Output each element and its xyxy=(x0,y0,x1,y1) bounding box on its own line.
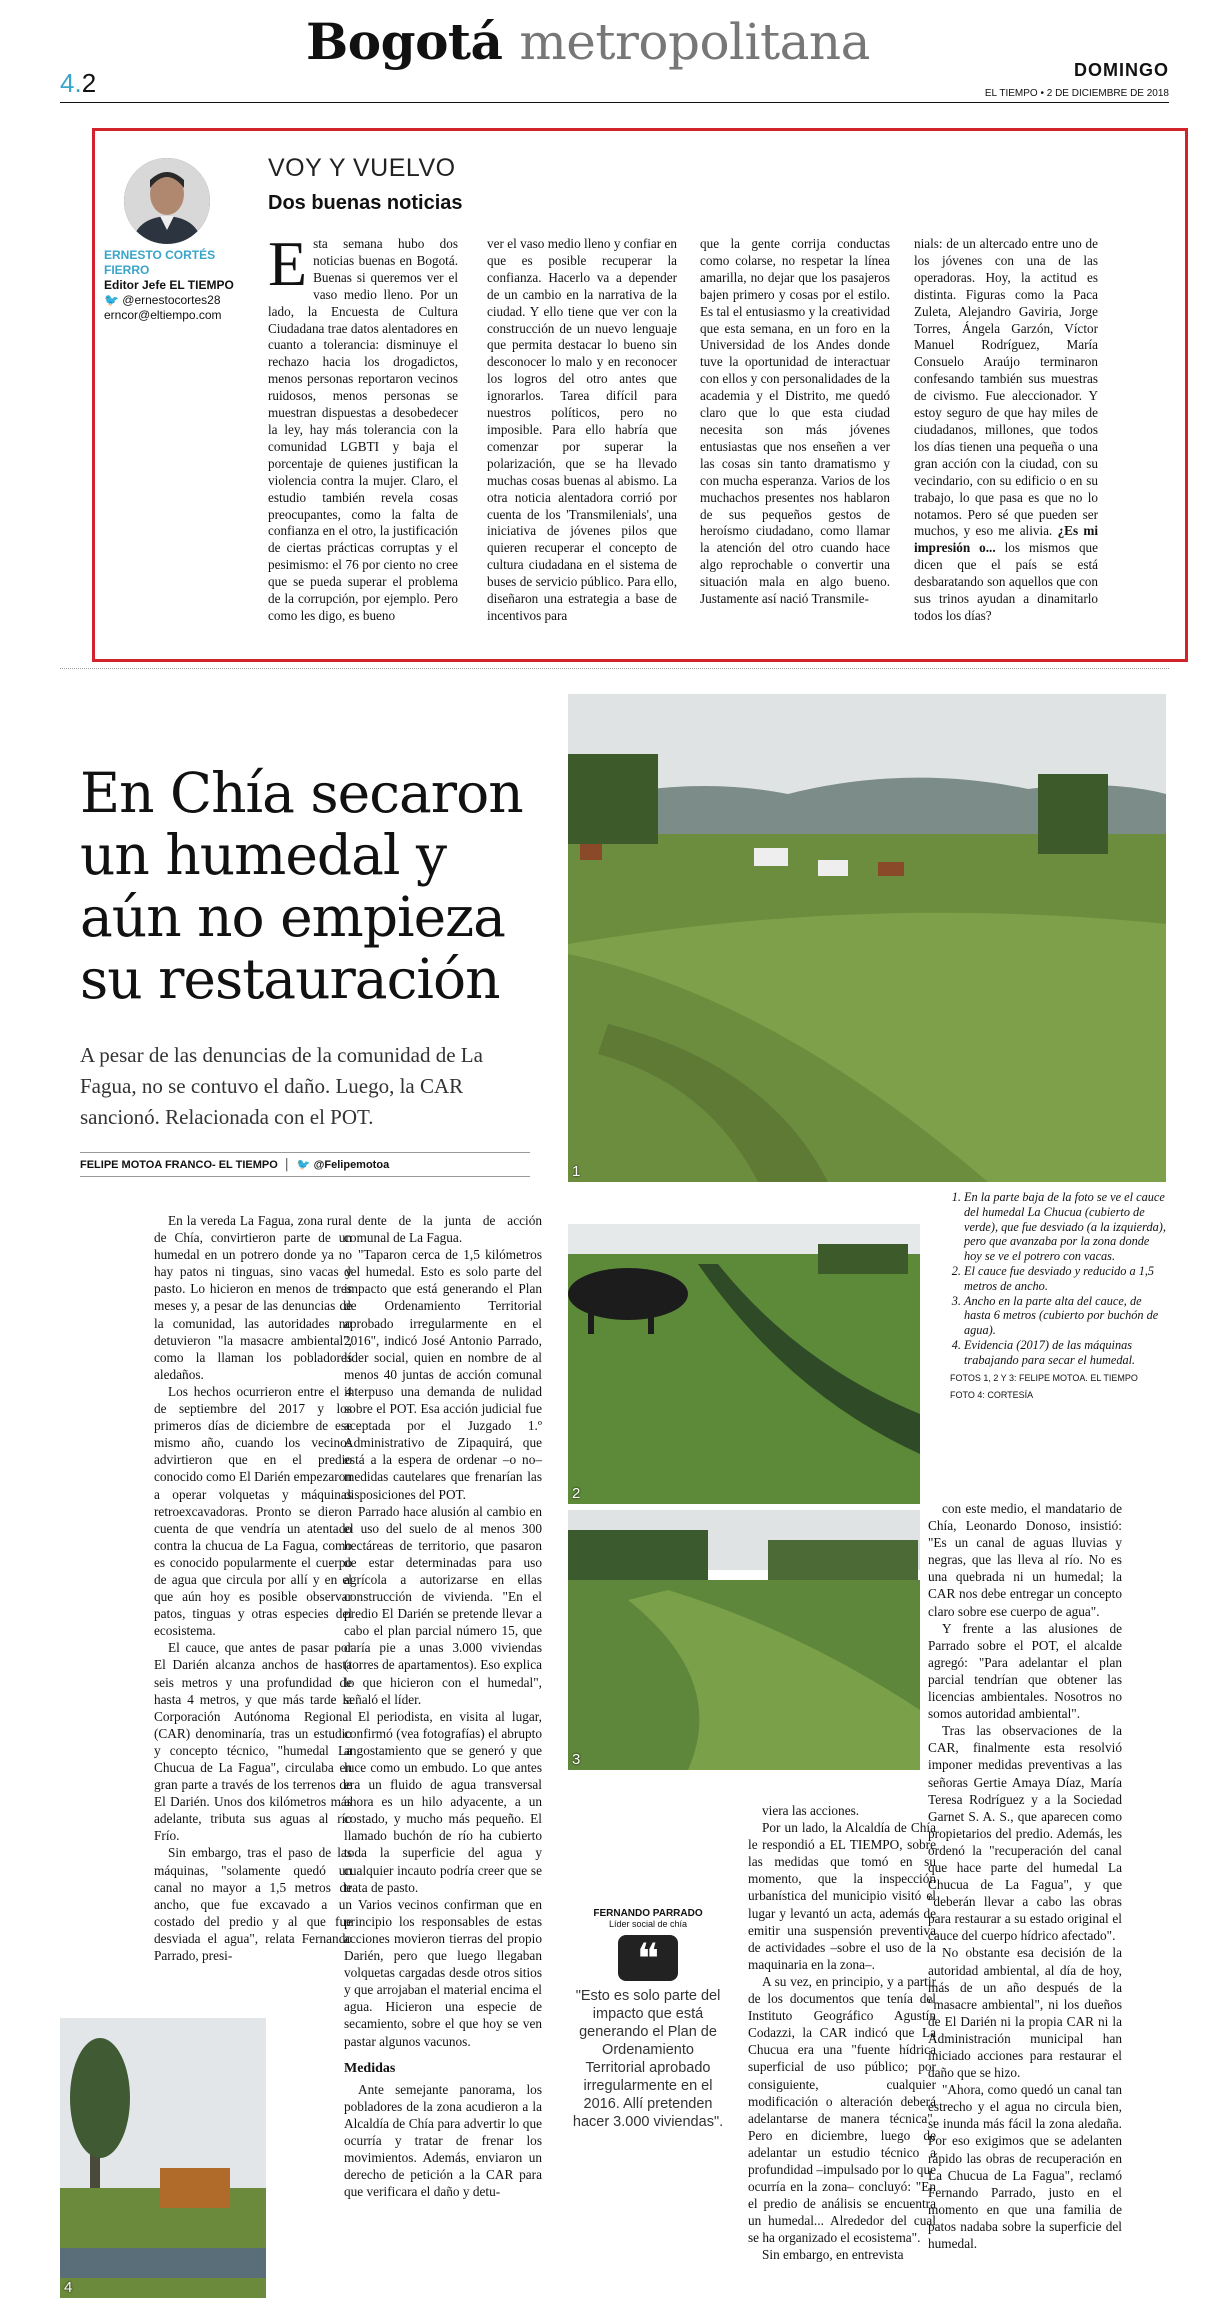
masthead-rule xyxy=(60,102,1169,103)
pull-quote xyxy=(572,1908,724,2131)
column-text-1: Esta semana hubo dos noticias buenas en Bogotá. Buenas si queremos ver el vaso medio lleno. Por un lado, la Encuesta de Cultura Ciudadana trae datos alentadores en cuanto a tolerancia: disminuye el rechazo hacia los drogadictos, menos personas reportaron vecinos ruidosos, menos personas se muestran dispuestas a desobedecer la ley, hay más tolerancia con la comunidad LGBTI y baja el porcentaje de quienes justifican la violencia contra la mujer. Claro, el estudio también revela cosas preocupantes, como la falta de confianza en el otro, la justificación de ciertas prácticas corruptas y el pesimismo: el 76 por ciento no cree que se pueda superar el problema de la corrupción, por ejemplo. Pero como les digo, es bueno xyxy=(268,228,458,623)
quote-text: "Esto es solo parte del impacto que está generando el Plan de Ordenamiento Territorial aprobado irregularmente en el 2016. Allí pretenden hacer 3.000 viviendas". xyxy=(572,1988,724,2130)
column-text-3: que la gente corrija conductas como colarse, no respetar la línea amarilla, no dejar que los pasajeros bajen primero y cosas por el estilo. Es tal el entusiasmo y la creatividad que esta semana, en un foro en la Universidad de los Andes donde tuve la oportunidad de interactuar con ellos y con personalidades de la academia y el Distrito, me quedó claro que lo que esta ciudad necesita son más jóvenes entusiastas que nos enseñen a ver las cosas sin tanto dramatismo y con mucha esperanza. Varios de los muchachos presentes nos hablaron de sus pequeños gestos de heroísmo ciudadano, como llamar la atención del otro cuando hace algo reprochable o convertir una situación mala en algo bueno. Justamente así nació Transmile- xyxy=(700,236,890,607)
photo-credit-2: FOTO 4: CORTESÍA xyxy=(950,1390,1034,1401)
column-text-4: nials: de un altercado entre uno de los jóvenes con una de las operadoras. Hoy, la actitud es distinta. Figuras como la Paca Zuleta, Alejandro Gaviria, Jorge Torres, Ángela Garzón, Víctor Manuel Rodríguez, María Consuelo Araújo terminaron confesando también sus muestras de civismo. Fue aleccionador. Y estoy seguro de que hay miles de ciudadanos, millones, que todos los días tienen una pequeña o una gran acción con la ciudad, con su vecindario, con su edificio o en su trabajo, lo que pasa es que no lo notamos. Pero sé que pueden ser muchos, y eso me alivia. ¿Es mi impresión o... los mismos que dicen que el país se está desbaratando son aquellos que con sus trinos ayudan a dinamitarlo todos los días? xyxy=(914,236,1099,623)
photo-credit: FOTOS 1, 2 Y 3: FELIPE MOTOA. EL TIEMPO xyxy=(950,1372,1138,1383)
column-title: Dos buenas noticias xyxy=(268,192,463,214)
photo-number: 3 xyxy=(572,1751,581,1768)
photo-number: 4 xyxy=(64,2279,73,2296)
article-column-3: viera las acciones. Por un lado, la Alcaldía de Chía le respondió a EL TIEMPO, sobre las medidas que tomó en su momento, que la inspección urbanística del municipio visitó el lugar y levantó un acta, además de emitir una suspensión preventiva de actividades –sobre el uso de la maquinaria en la zona–. A su vez, en principio, y a partir de los documentos que tenía del Instituto Geográfico Agustín Codazzi, la CAR indicó que La Chucua era una "fuente hídrica superficial de uso público; por consiguiente, cualquier modificación o alteración deberá adelantarse de manera técnica". Pero en diciembre, luego de adelantar un estudio técnico a profundidad –impulsado por lo que ocurría en la zona– concluyó: "En el predio de análisis se encuentra un humedal... Alrededor del cual se ha organizado el ecosistema". Sin embargo, en entrevista xyxy=(748,1803,936,2263)
photo-1-wetland-cows xyxy=(568,694,1166,1182)
article-column-2: dente de la junta de acción comunal de La Fagua. "Taparon cerca de 1,5 kilómetros del humedal. Esto es solo parte del impacto que está generando el Plan de Ordenamiento Territorial aprobado irregularmente en el 2016", indicó José Antonio Parrado, líder social, quien en nombre de al menos 40 juntas de acción comunal interpuso una demanda de nulidad sobre el POT. Esa acción judicial fue aceptada por el Juzgado 1.º Administrativo de Zipaquirá, que está a la espera de ordenar –o no– medidas cautelares que frenarían las disposiciones del POT. Parrado hace alusión al cambio en el uso del suelo de al menos 300 hectáreas de territorio, que pasaron de estar determinadas para uso agrícola a autorizarse en ellas construcción de vivienda. "En el predio El Darién se pretende llevar a cabo el plan parcial número 15, que daría pie a unas 3.000 viviendas (torres de apartamentos). Eso explica lo que hicieron con el humedal", señaló el líder. El periodista, en visita al lugar, confirmó (vea fotografías) el abrupto angostamiento que se generó y que luce como un embudo. Lo que antes era un fluido de agua transversal ahora es un hilo adyacente, a un costado, y mucho más pequeño. El llamado buchón de río ha cubierto toda la superficie del agua y cualquier incauto podría creer que se trata de pasto. Varios vecinos confirman que en principio los responsables de estas acciones movieron tierras del propio Darién, pero que luego llegaban volquetas cargadas desde otros sitios y que arrojaban el material encima el agua. Hicieron una especie de secamiento, sobre el que hoy se ven pastar algunos vacunos. Medidas Ante semejante panorama, los pobladores de la zona acudieron a la Alcaldía de Chía para advertir lo que ocurría y tratar de frenar los movimientos. Además, enviaron un derecho de petición a la CAR para que verificara el daño y detu- xyxy=(344,1213,542,2200)
article-deck: A pesar de las denuncias de la comunidad de La Fagua, no se contuvo el daño. Luego, la CAR sancionó. Relacionada con el POT. xyxy=(80,1043,483,1129)
photo-2-narrow-channel xyxy=(568,1224,920,1504)
section-number: 4.2 xyxy=(60,68,97,98)
photo-3-wide-channel xyxy=(568,1510,920,1770)
author-role: Editor Jefe EL TIEMPO xyxy=(104,278,234,292)
quote-icon: ❝ xyxy=(618,1935,678,1981)
photo-number: 2 xyxy=(572,1485,581,1502)
quote-role: Líder social de chía xyxy=(608,1919,688,1929)
subhead-medidas: Medidas xyxy=(344,2060,396,2076)
author-email[interactable]: erncor@eltiempo.com xyxy=(104,308,222,322)
column-kicker: VOY Y VUELVO xyxy=(268,154,456,182)
author-twitter[interactable]: 🐦 @ernestocortes28 xyxy=(104,293,221,307)
article-headline: En Chía secaron un humedal y aún no empieza su restauración xyxy=(80,761,523,1011)
section-title: Bogotá metropolitana xyxy=(306,12,870,71)
caption-3: 3. Ancho en la parte alta del cauce, de hasta 6 metros (cubierto por buchón de agua). xyxy=(964,1294,1170,1338)
author-info xyxy=(104,248,239,323)
article-column-1: En la vereda La Fagua, zona rural de Chía, convirtieron parte de un humedal en un potrero donde ya no hay patos ni tinguas, sino vacas y pasto. Lo hicieron en menos de tres meses y, a pesar de las denuncias de la comunidad, las autoridades no detuvieron "la masacre ambiental", como la llaman los pobladores aledaños. Los hechos ocurrieron entre el 4 de septiembre del 2017 y los primeros días de diciembre de ese mismo año, cuando los vecinos advirtieron que en el predio conocido como El Darién empezaron a operar volquetas y máquinas retroexcavadoras. Pronto se dieron cuenta de que vendría un atentado contra la chucua de La Fagua, como es conocido popularmente el cuerpo de agua que circula por allí y en el que aún hoy es posible observar patos, tinguas y otras especies del ecosistema. El cauce, que antes de pasar por El Darién alcanza anchos de hasta seis metros y una profundidad de hasta 4 metros, y que más tarde la Corporación Autónoma Regional (CAR) denominaría, tras un estudio y concepto técnico, "humedal La Chucua de La Fagua", circulaba en gran parte a través de los terrenos de El Darién. Unos dos kilómetros más adelante, tributa sus aguas al río Frío. Sin embargo, tras el paso de las máquinas, "solamente quedó un canal no mayor a 1,5 metros de ancho, que fue excavado a un costado del predio y al que fue desviada el agua", relata Fernando Parrado, presi- xyxy=(154,1213,352,1964)
dropcap: E xyxy=(268,228,308,299)
section-divider xyxy=(60,668,1169,669)
dateline: EL TIEMPO • 2 DE DICIEMBRE DE 2018 xyxy=(984,88,1169,99)
photo-number: 1 xyxy=(572,1163,581,1180)
quote-name: FERNANDO PARRADO xyxy=(593,1908,703,1919)
column-text-2: ver el vaso medio lleno y confiar en que es posible recuperar la confianza. Hacerlo va a depender de un cambio en la narrativa de la ciudad. Y ello tiene que ver con la construcción de un nuevo lenguaje que permita destacar lo bueno sin desconocer lo malo y en reconocer los logros del otro antes que ignorarlos. Tarea difícil para nuestros políticos, pero no imposible. Para ello habría que comenzar por superar la polarización, que se ha llevado muchas cosas buenas al abismo. La otra noticia alentadora corrió por cuenta de los 'Transmilenials', una iniciativa de jóvenes pilos que quieren recuperar el concepto de cultura ciudadana en el sistema de buses de servicio público. Para ello, diseñaron una estrategia a base de incentivos para xyxy=(487,236,677,623)
photo-4-machinery-evidence xyxy=(60,2018,266,2298)
photo-captions xyxy=(950,1190,1170,1403)
author-portrait xyxy=(124,158,210,244)
weekday: DOMINGO xyxy=(1074,60,1169,80)
caption-2: 2. El cauce fue desviado y reducido a 1,5 metros de ancho. xyxy=(964,1264,1170,1294)
caption-4: 4. Evidencia (2017) de las máquinas trabajando para secar el humedal. xyxy=(964,1338,1170,1368)
caption-1: 1. En la parte baja de la foto se ve el cauce del humedal La Chucua (cubierto de verde), que fue desviado (a la izquierda), pero que avanzaba por la zona donde hoy se ve el potrero con vacas. xyxy=(964,1190,1170,1264)
author-name: ERNESTO CORTÉS FIERRO xyxy=(104,248,216,277)
article-byline: FELIPE MOTOA FRANCO- EL TIEMPO │ 🐦 @Felipemotoa xyxy=(80,1152,530,1177)
article-column-4: con este medio, el mandatario de Chía, Leonardo Donoso, insistió: "Es un canal de aguas lluvias y negras, que las lleva al río. No es una quebrada ni un humedal; la CAR nos debe entregar un concepto claro sobre ese cuerpo de agua". Y frente a las alusiones de Parrado sobre el POT, el alcalde agregó: "Para adelantar el plan parcial tendrían que obtener las licencias ambientales. Nosotros no somos autoridad ambiental". Tras las observaciones de la CAR, finalmente esta resolvió imponer medidas preventivas a las señoras Gertie Amaya Díaz, María Teresa Rodríguez y a la Sociedad Garnet S. A. S., que aparecen como propietarios del predio. Además, les ordenó la "recuperación del canal que hace parte del humedal La Chucua de La Fagua", y que "deberán llevar a cabo las obras para restaurar a su estado original el cauce del cuerpo hídrico afectado". No obstante esa decisión de la autoridad ambiental, al día de hoy, más de un año después de la "masacre ambiental", ni los dueños de El Darién ni la propia CAR ni la Administración municipal han iniciado acciones para restaurar el daño que se hizo. "Ahora, como quedó un canal tan estrecho y el agua no circula bien, se inunda más fácil la zona aledaña. Por eso exigimos que se adelanten rápido las obras de recuperación en La Chucua de La Fagua", reclamó Fernando Parrado, justo en el momento en que una familia de patos nadaba sobre la superficie del humedal. xyxy=(928,1501,1122,2252)
